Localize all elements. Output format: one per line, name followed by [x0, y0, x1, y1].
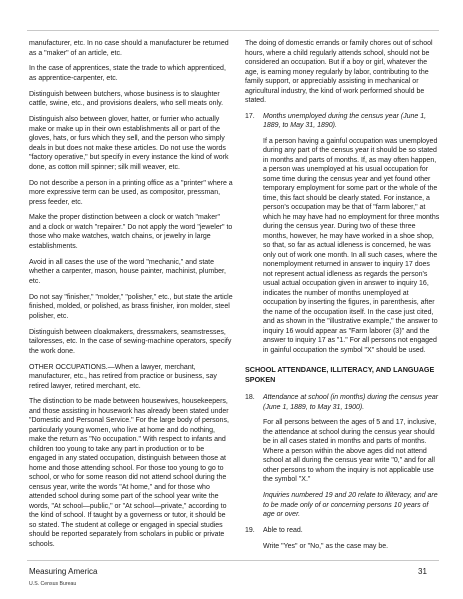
paragraph-printer: Do not describe a person in a printing office as a "printer" where a more expressive term can be used, as compositor, pressman, press feeder, etc. — [29, 179, 233, 206]
paragraph-butchers: Distinguish between butchers, whose business is to slaughter cattle, swine, etc., and provisions dealers, who sell meats only. — [29, 90, 224, 108]
inquiry-17-number: 17. — [245, 112, 255, 120]
inquiry-18-note: Inquiries numbered 19 and 20 relate to illiteracy, and are to be made only of or concerning persons 10 years of age or over. — [263, 492, 438, 519]
page-number: 31 — [418, 567, 427, 576]
paragraph-housewives: The distinction to be made between housewives, housekeepers, and those assisting in housework has already been stated under "Domestic and Personal Service." For the large body of persons, particularly young women, who live at home and do nothing, make the return as "No occupation." With respect to infants and children too young to take any part in production or to be engaged in any stated occupation, distinguish between those at home and those attending school. For those too young to go to school, or who for some reason did not attend school during the census year, write the words "At home," and for those who attended school during some part of the school year write the words, "At school—public," or "At school—private," according to the kind of school. If taught by a governess or tutor, it should be so stated. The student at college or engaged in special studies should be reported separately from scholars in public or private schools. — [29, 398, 229, 548]
paragraph-apprentices: In the case of apprentices, state the trade to which apprenticed, as apprentice-carpenter, etc. — [29, 65, 226, 82]
inquiry-18-body: For all persons between the ages of 5 and 17, inclusive, the attendance at school during the census year should be in all cases stated in months and parts of months. Where a person within the above ages did not attend school at all during the census year write "0," and for all other persons to whom the inquiry is not applicable use the symbol "X." — [263, 419, 437, 484]
footer-title: Measuring America — [29, 567, 98, 576]
inquiry-17 — [245, 112, 441, 131]
inquiry-18 — [245, 393, 441, 412]
paragraph-mechanic: Avoid in all cases the use of the word "mechanic," and state whether a carpenter, mason, house painter, machinist, plumber, etc. — [29, 258, 226, 285]
inquiry-17-body: If a person having a gainful occupation was unemployed during any part of the census year it should be so stated in months and parts of months. If, as may often happen, a person was unemployed at his usual occupation for some time during the census year and yet found other temporary employment for some part or the whole of the time, this fact should be clearly stated. For instance, a person's occupation may be that of "farm laborer," at which he may have had no employment for three months during the census year. During two of these three months, however, he may have worked in a shoe shop, so that, so far as actual idleness is concerned, he was only out of work one month. In all such cases, where the nonemployment returned in answer to inquiry 17 does not represent actual idleness as regards the person's usual actual occupation given in answer to inquiry 16, indicates the number of months unemployed at occupation by inserting the figures, in parenthesis, after the name of the occupation itself. In the case just cited, and as shown in the "illustrative example," the answer to inquiry 16 would appear as "Farm laborer (3)" and the answer to inquiry 17 as "1." For all persons not engaged in gainful occupation the symbol "X" should be used. — [263, 137, 440, 354]
paragraph-glover-hatter: Distinguish also between glover, hatter, or furrier who actually make or make up in their own establishments all or part of the gloves, hats, or furs which they sell, and the person who simply deals in but does not make these articles. Do not use the words "factory operative," but specify in every instance the kind of work done, as cotton mill spinner; silk mill weaver, etc. — [29, 116, 229, 171]
paragraph-finisher: Do not say "finisher," "molder," "polisher," etc., but state the article finished, molded, or polished, as brass finisher, iron molder, steel polisher, etc. — [29, 293, 233, 320]
paragraph-manufacturer: manufacturer, etc. In no case should a manufacturer be returned as a "maker" of an article, etc. — [29, 40, 229, 57]
paragraph-clock-watch: Make the proper distinction between a clock or watch "maker" and a clock or watch "repairer." Do not apply the word "jeweler" to those who make watches, watch chains, or jewelry in large establishments. — [29, 214, 233, 250]
inquiry-19-body: Write "Yes" or "No," as the case may be. — [263, 542, 389, 550]
left-column — [29, 39, 233, 556]
paragraph-domestic-errands: The doing of domestic errands or family chores out of school hours, where a child regularly attends school, should not be considered an occupation. But if a boy or girl, whatever the age, is earning money regularly by labor, contributing to the family support, or appreciably assisting in mechanical or agricultural industry, the kind of work performed should be stated. — [245, 40, 433, 104]
inquiry-18-title: Attendance at school (in months) during the census year (June 1, 1889, to May 31, 1900). — [263, 394, 439, 411]
bottom-rule — [27, 560, 439, 561]
inquiry-19-title: Able to read. — [263, 527, 303, 535]
top-rule — [27, 30, 439, 31]
paragraph-other-occupations: OTHER OCCUPATIONS.—When a lawyer, merchant, manufacturer, etc., has retired from practice or business, say retired lawyer, retired merchant, etc. — [29, 363, 217, 390]
inquiry-19-number: 19. — [245, 527, 255, 535]
paragraph-cloakmakers: Distinguish between cloakmakers, dressmakers, seamstresses, tailoresses, etc. In the case of sewing-machine operators, specify the work done. — [29, 328, 232, 355]
footer-subtitle: U.S. Census Bureau — [29, 581, 77, 587]
inquiry-18-number: 18. — [245, 394, 255, 402]
right-column — [245, 39, 441, 558]
inquiry-17-title: Months unemployed during the census year (June 1, 1889, to May 31, 1890). — [263, 112, 427, 130]
inquiry-19 — [245, 526, 441, 536]
section-heading-school: SCHOOL ATTENDANCE, ILLITERACY, AND LANGUAGE SPOKEN — [245, 365, 435, 385]
